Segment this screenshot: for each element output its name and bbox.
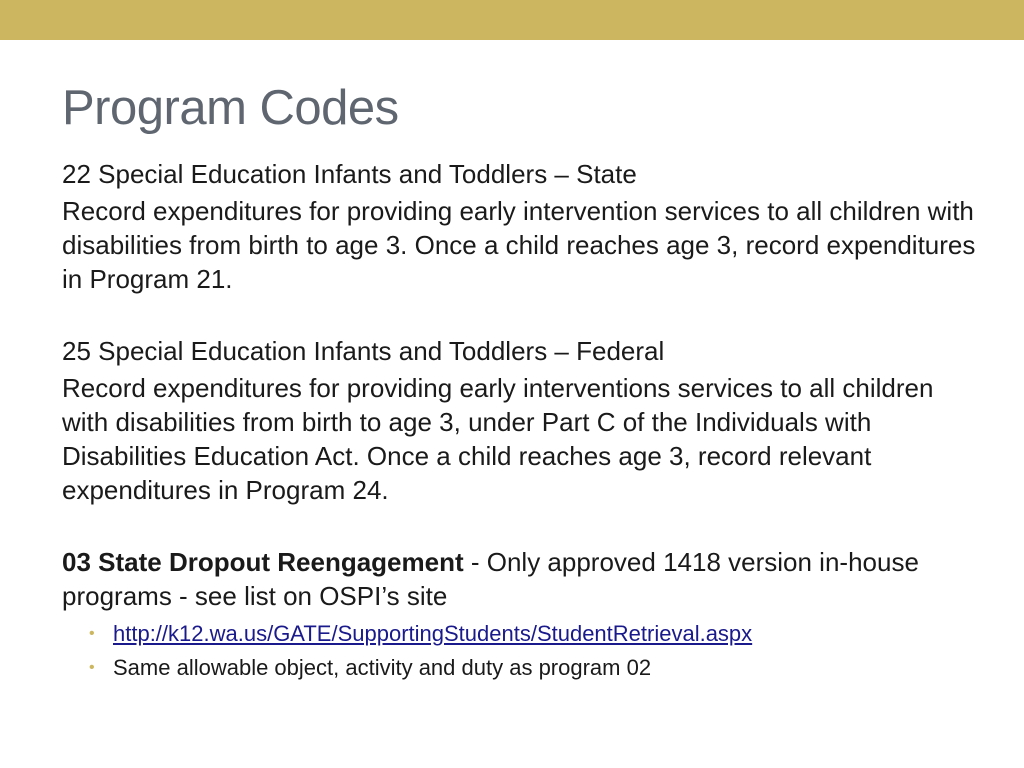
dropout-description: - Only approved 1418 version in-house programs - see list on OSPI’s site — [62, 547, 919, 611]
bullet-list — [62, 617, 982, 685]
dropout-paragraph — [62, 545, 982, 613]
list-item — [62, 651, 982, 685]
student-retrieval-link[interactable]: http://k12.wa.us/GATE/SupportingStudents/StudentRetrieval.aspx — [113, 621, 753, 646]
bullet-text: Same allowable object, activity and duty as program 02 — [113, 655, 652, 680]
section-heading-25: 25 Special Education Infants and Toddlers – Federal — [62, 336, 665, 366]
spacer — [62, 507, 982, 545]
list-item — [62, 617, 982, 651]
section-body-22: Record expenditures for providing early intervention services to all children with disabilities from birth to age 3. Once a child reaches age 3, record expenditures in Program 21. — [62, 196, 976, 294]
spacer — [62, 296, 982, 334]
top-accent-band — [0, 0, 1024, 40]
section-heading-22: 22 Special Education Infants and Toddlers – State — [62, 159, 637, 189]
dropout-heading: 03 State Dropout Reengagement — [62, 547, 464, 577]
slide-title: Program Codes — [62, 81, 399, 135]
section-body-25: Record expenditures for providing early interventions services to all children with disabilities from birth to age 3, under Part C of the Individuals with Disabilities Education Act. Once a child reaches age 3, record relevant expenditures in Program 24. — [62, 373, 934, 505]
slide-content — [62, 157, 982, 685]
bullet-icon: • — [89, 659, 95, 676]
bullet-icon: • — [89, 625, 95, 642]
